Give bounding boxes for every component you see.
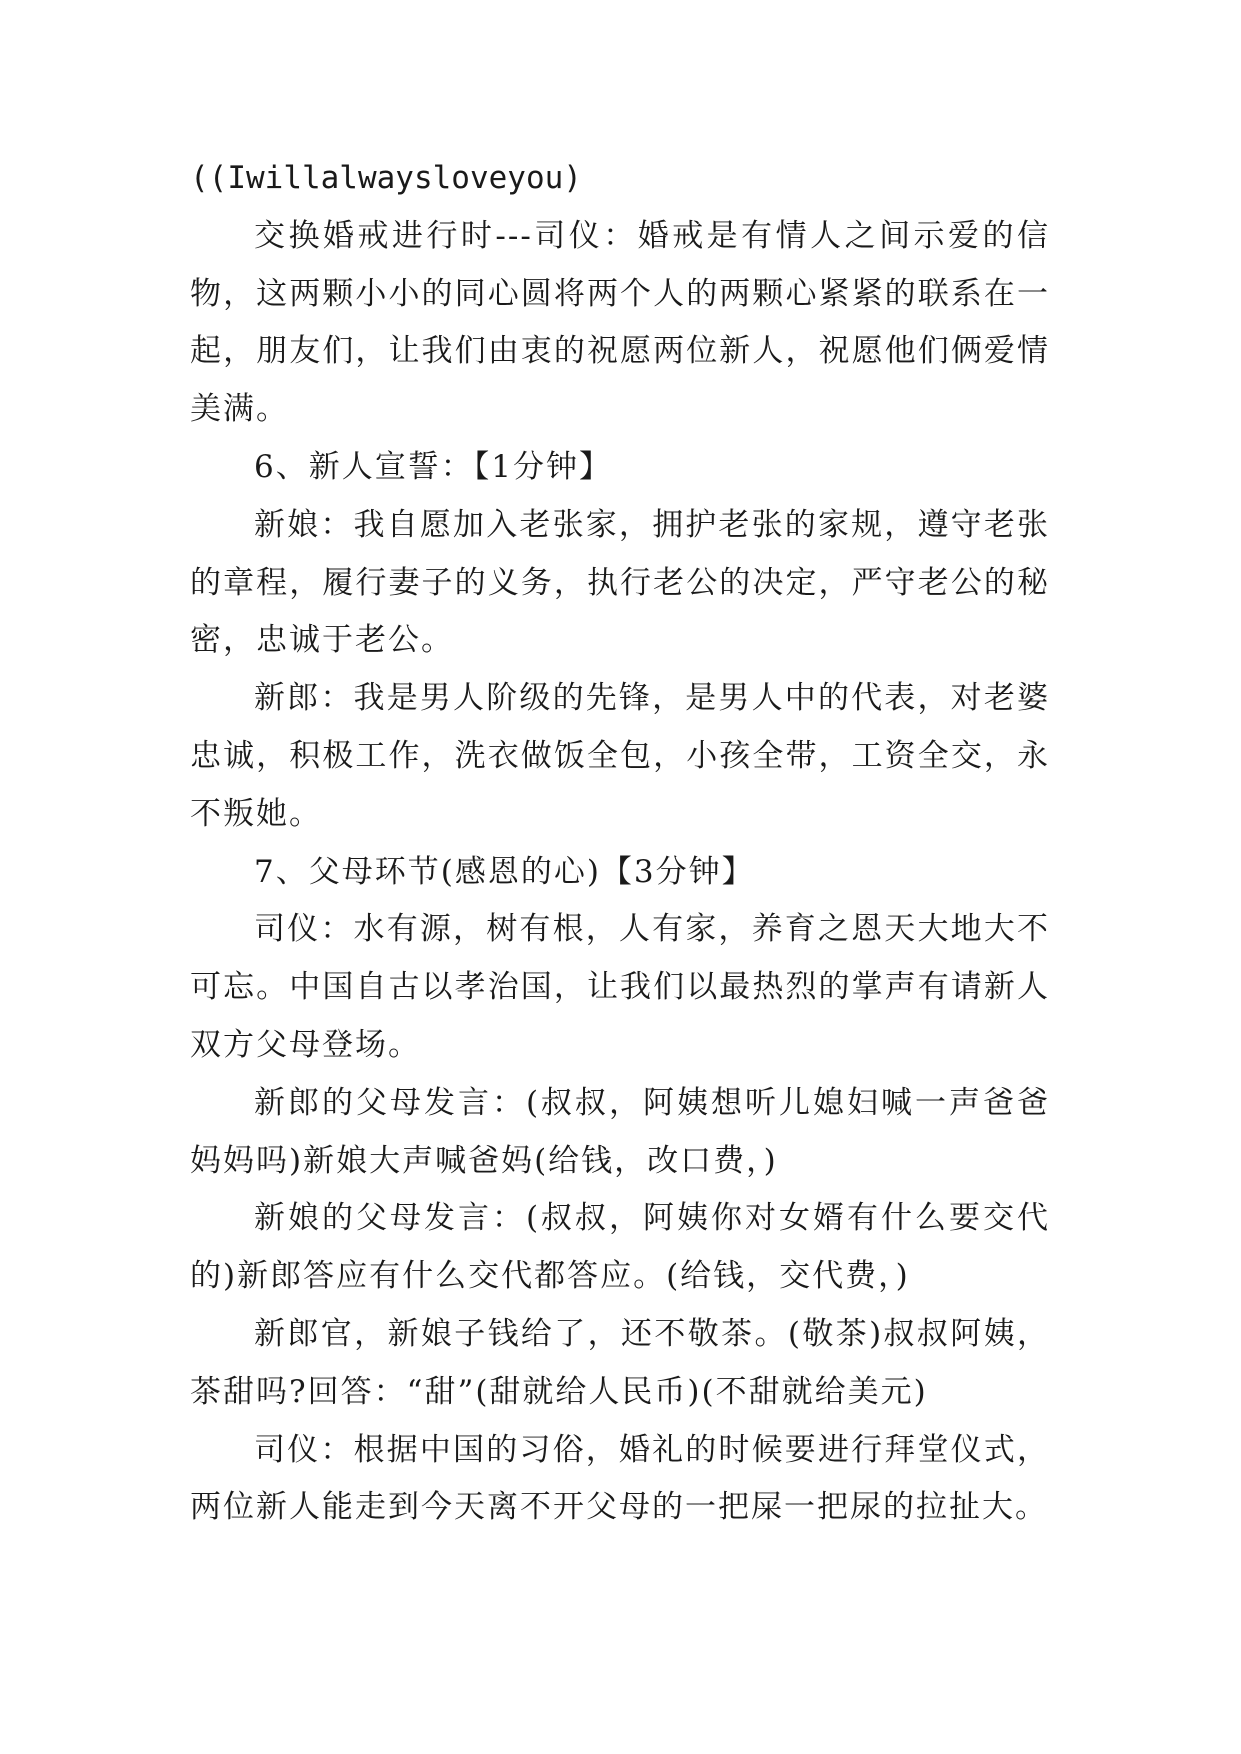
tea-ceremony-paragraph: 新郎官，新娘子钱给了，还不敬茶。(敬茶)叔叔阿姨，茶甜吗?回答：“甜”(甜就给人民币)(不甜就给美元) [190,1315,1050,1410]
document-page [190,150,1050,1537]
section-heading-vows: 6、新人宣誓：【1分钟】 [254,448,612,485]
ring-exchange-paragraph: 交换婚戒进行时---司仪：婚戒是有情人之间示爱的信物，这两颗小小的同心圆将两个人的两颗心紧紧的联系在一起，朋友们，让我们由衷的祝愿两位新人，祝愿他们俩爱情美满。 [190,217,1050,428]
bride-vow-paragraph: 新娘：我自愿加入老张家，拥护老张的家规，遵守老张的章程，履行妻子的义务，执行老公的决定，严守老公的秘密，忠诚于老公。 [190,506,1050,659]
song-title-paragraph: ((Iwillalwaysloveyou) [190,160,582,196]
groom-parents-speech-paragraph: 新郎的父母发言：(叔叔，阿姨想听儿媳妇喊一声爸爸妈妈吗)新娘大声喊爸妈(给钱，改口费，) [190,1084,1050,1179]
section-heading-parents: 7、父母环节(感恩的心)【3分钟】 [254,853,755,890]
groom-vow-paragraph: 新郎：我是男人阶级的先锋，是男人中的代表，对老婆忠诚，积极工作，洗衣做饭全包，小孩全带，工资全交，永不叛她。 [190,680,1050,832]
host-parents-intro-paragraph: 司仪：水有源，树有根，人有家，养育之恩天大地大不可忘。中国自古以孝治国，让我们以最热烈的掌声有请新人双方父母登场。 [190,911,1050,1063]
bride-parents-speech-paragraph: 新娘的父母发言：(叔叔，阿姨你对女婿有什么要交代的)新郎答应有什么交代都答应。(给钱，交代费，) [190,1200,1050,1295]
host-bowing-ceremony-paragraph: 司仪：根据中国的习俗，婚礼的时候要进行拜堂仪式，两位新人能走到今天离不开父母的一把屎一把尿的拉扯大。 [190,1431,1050,1526]
